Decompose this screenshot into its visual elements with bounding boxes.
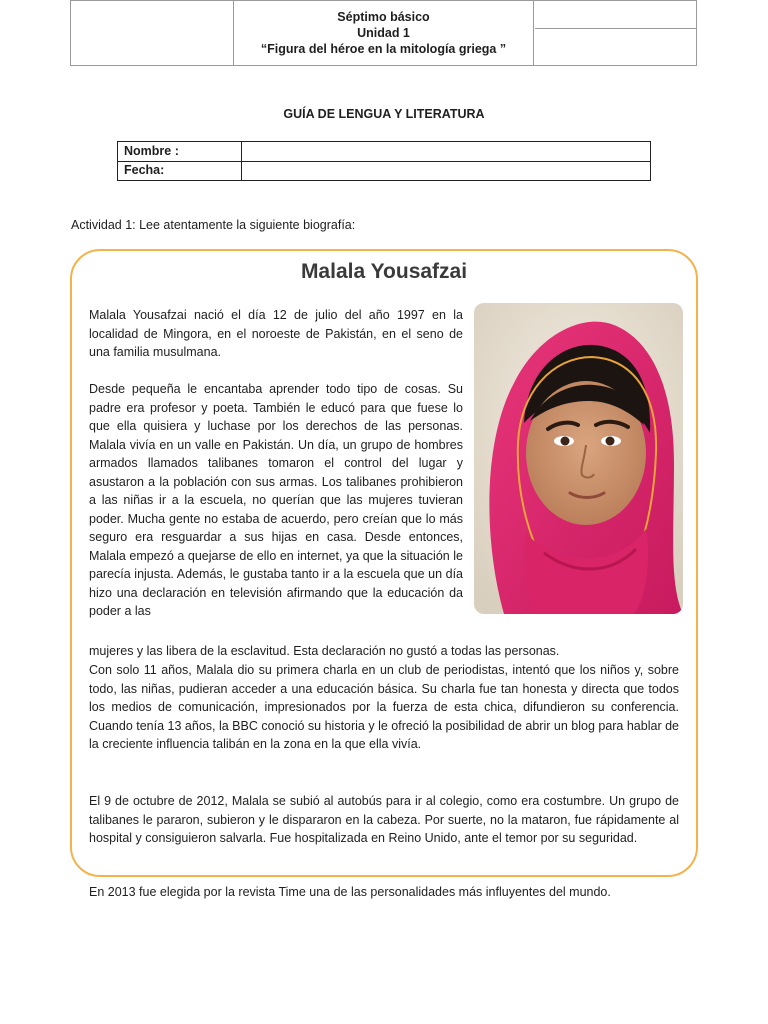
- name-label: Nombre :: [118, 142, 242, 161]
- header-cell-title: [234, 1, 534, 65]
- bio-paragraph-2: Desde pequeña le encantaba aprender todo tipo de cosas. Su padre era profesor y poeta. También le educó para que fuese lo que ella quisiera y luchase por los derechos de las personas. Malala vivía en un valle en Pakistán. Un día, un grupo de hombres armados llamados talibanes tomaron el control del lugar y asustaron a la población con sus armas. Los talibanes prohibieron a las niñas ir a la escuela, no querían que las mujeres tuvieran poder. Mucha gente no estaba de acuerdo, pero creían que lo más seguro era resguardar a sus hijas en casa. Desde entonces, Malala empezó a quejarse de ello en internet, ya que la situación le parecía injusta. Además, le gustaba tanto ir a la escuela que un día hizo una declaración en televisión afirmando que la educación da poder a las: [89, 382, 463, 618]
- header-cell-right-bottom: [535, 29, 697, 65]
- header-table: [70, 0, 697, 66]
- header-unit: Unidad 1: [357, 26, 410, 40]
- header-cell-logo: [71, 1, 234, 65]
- header-cell-right-top: [535, 1, 697, 29]
- guide-title: GUÍA DE LENGUA Y LITERATURA: [283, 107, 485, 121]
- portrait-photo: [474, 303, 683, 614]
- activity-instruction: Actividad 1: Lee atentamente la siguiente biografía:: [71, 218, 356, 232]
- header-topic: “Figura del héroe en la mitología griega ”: [260, 42, 507, 56]
- student-info-table: [117, 141, 651, 181]
- portrait-illustration: [474, 303, 683, 614]
- bio-paragraph-2-continued: mujeres y las libera de la esclavitud. Esta declaración no gustó a todas las personas.: [89, 644, 560, 658]
- bio-paragraph-3: Con solo 11 años, Malala dio su primera charla en un club de periodistas, intentó que los niños y, sobre todo, las niñas, pudieran acceder a una educación básica. Su charla fue tan honesta y directa que todos los medios de comunicación, impresionados por la fuerza de esta chica, difundieron su conferencia. Cuando tenía 13 años, la BBC conoció su historia y le ofreció la posibilidad de abrir un blog para hablar de la creciente influencia talibán en la zona en la que ella vivía.: [89, 663, 679, 751]
- closing-sentence: En 2013 fue elegida por la revista Time una de las personalidades más influyentes del mundo.: [89, 885, 611, 899]
- date-row: [118, 161, 650, 180]
- date-label: Fecha:: [118, 161, 242, 180]
- biography-title: Malala Yousafzai: [300, 260, 468, 283]
- header-grade: Séptimo básico: [337, 10, 430, 24]
- bio-paragraph-1: Malala Yousafzai nació el día 12 de julio del año 1997 en la localidad de Mingora, en el noroeste de Pakistán, en el seno de una familia musulmana.: [89, 308, 463, 359]
- bio-paragraph-4: El 9 de octubre de 2012, Malala se subió al autobús para ir al colegio, como era costumbre. Un grupo de talibanes le pararon, subieron y le dispararon en la cabeza. Por suerte, no la mataron, fue rápidamente al hospital y consiguieron salvarla. Fue hospitalizada en Reino Unido, ante el temor por su seguridad.: [89, 794, 679, 845]
- name-row: [118, 142, 650, 162]
